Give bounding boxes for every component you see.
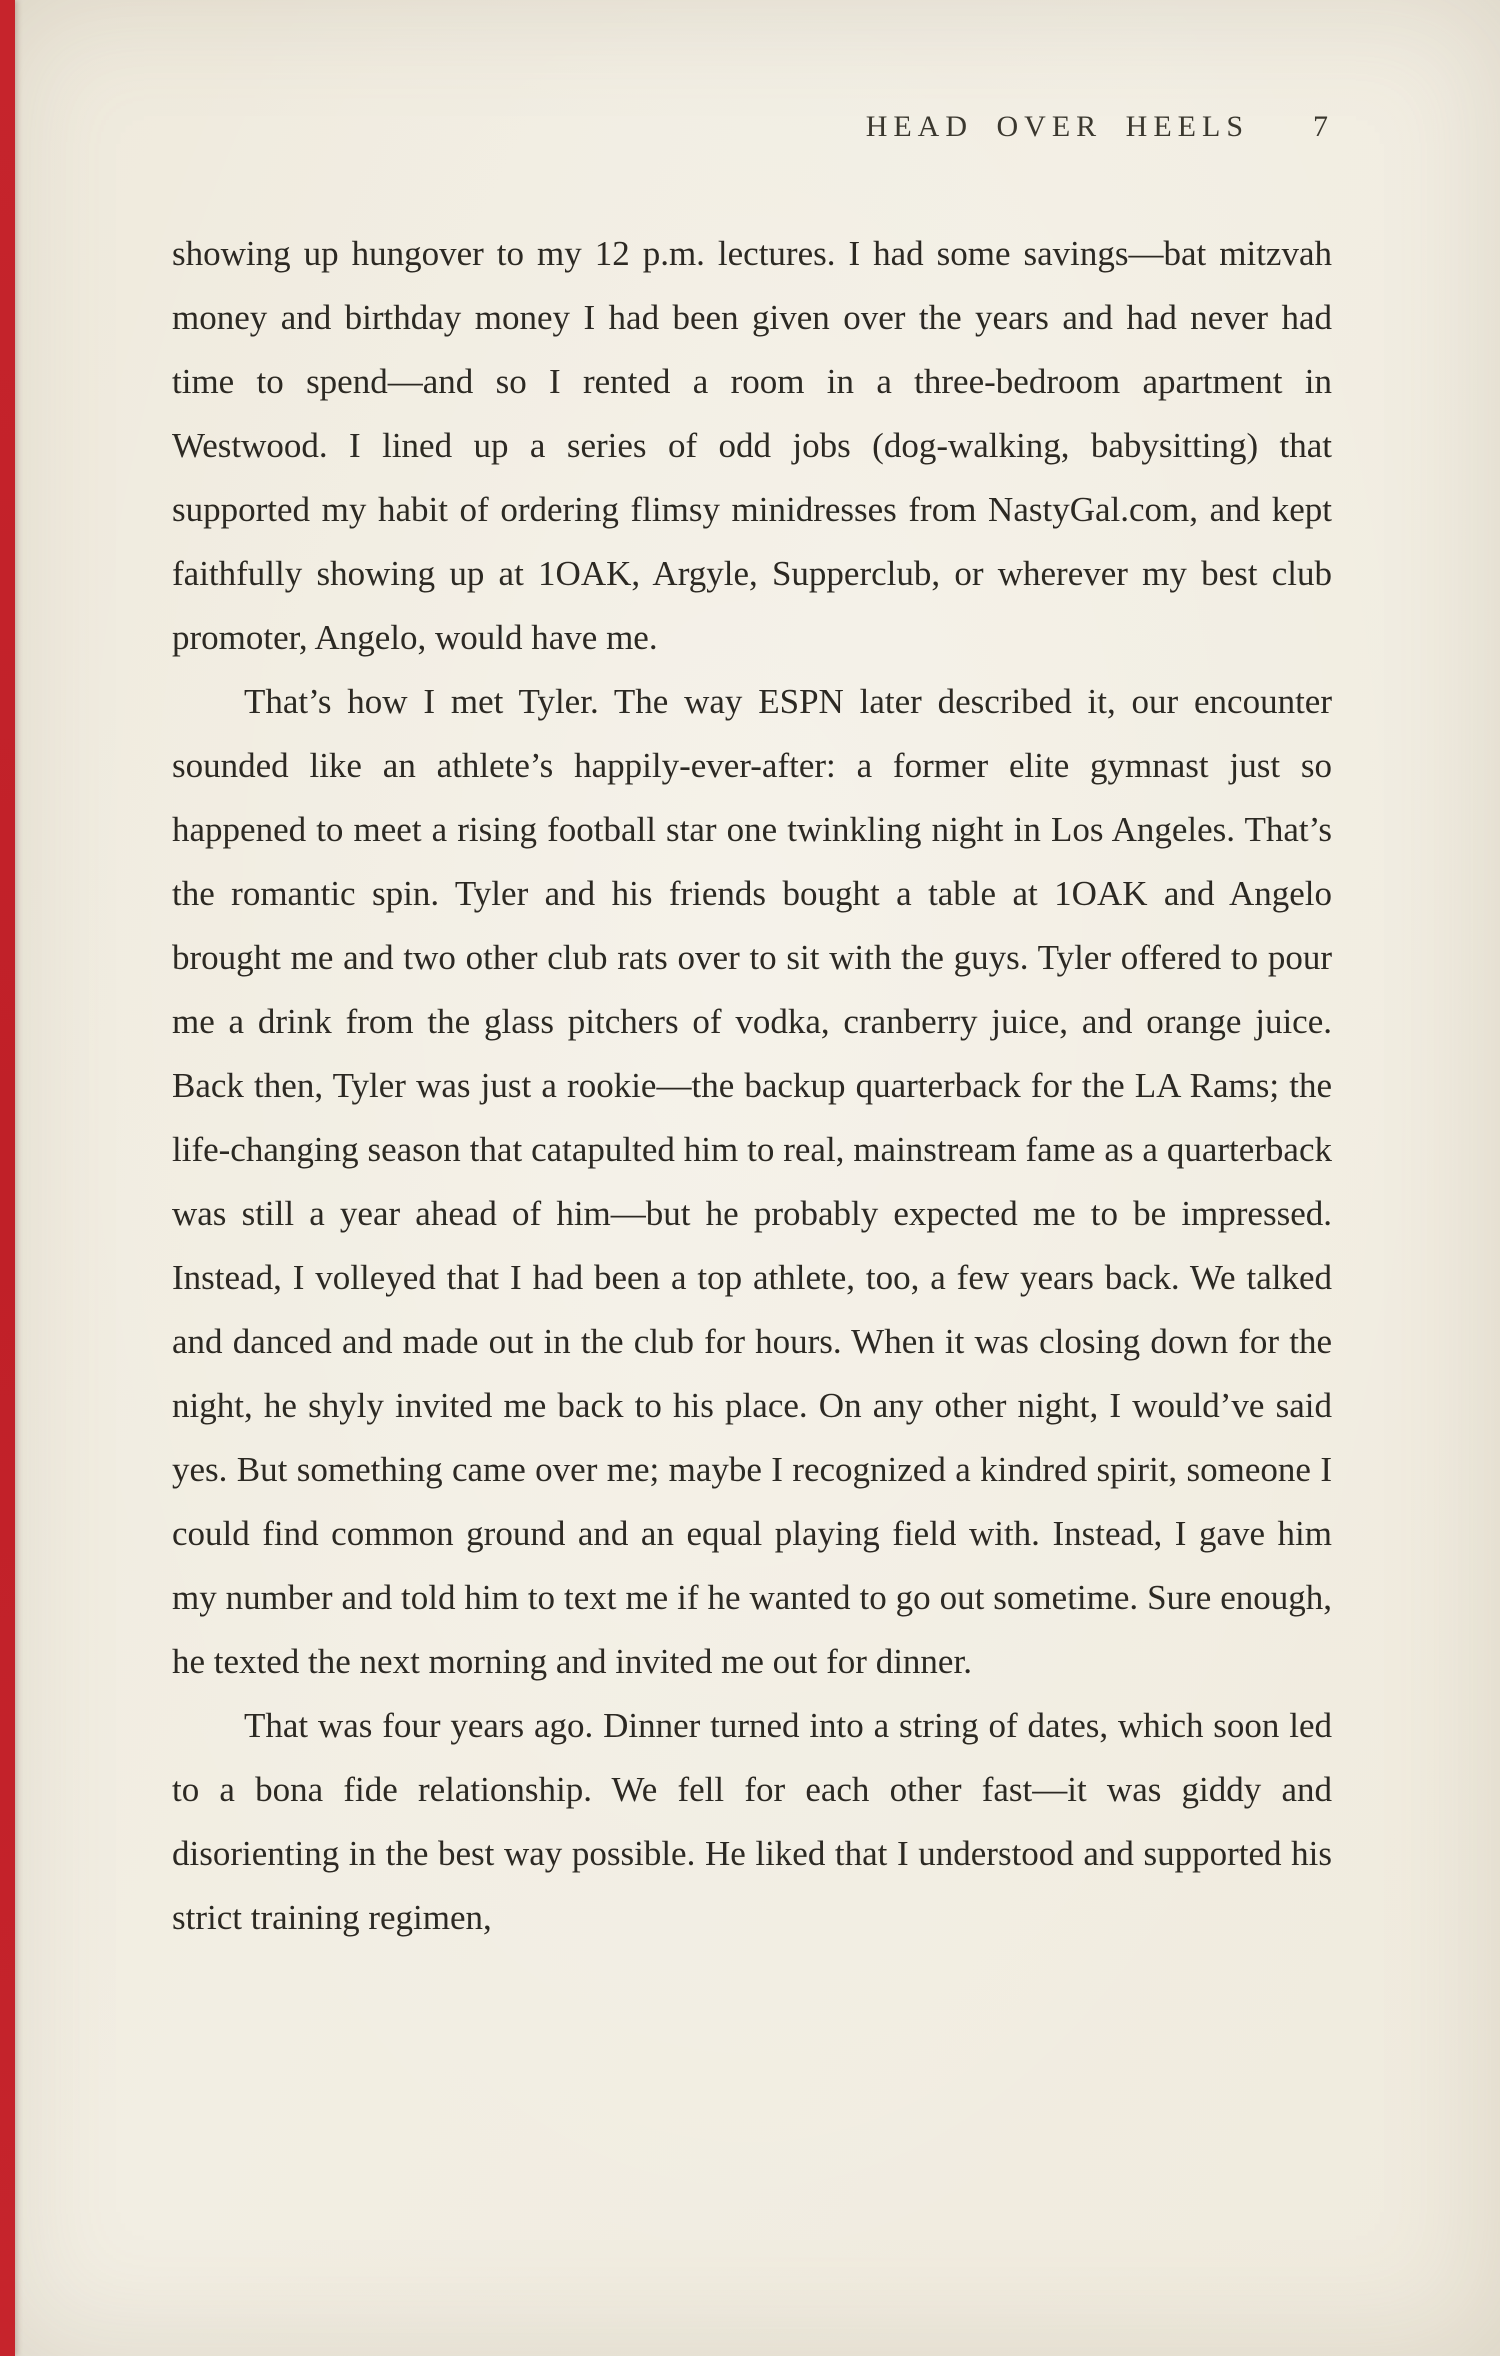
book-edge-stripe <box>0 0 15 2356</box>
paragraph: That’s how I met Tyler. The way ESPN later described it, our encounter sounded like an athlete’s happily-ever-after: a former elite gymnast just so happened to meet a rising football star one twinkling night in Los Angeles. That’s the romantic spin. Tyler and his friends bought a table at 1OAK and Angelo brought me and two other club rats over to sit with the guys. Tyler offered to pour me a drink from the glass pitchers of vodka, cranberry juice, and orange juice. Back then, Tyler was just a rookie—the backup quarterback for the LA Rams; the life-changing season that catapulted him to real, mainstream fame as a quarterback was still a year ahead of him—but he probably expected me to be impressed. Instead, I volleyed that I had been a top athlete, too, a few years back. We talked and danced and made out in the club for hours. When it was closing down for the night, he shyly invited me back to his place. On any other night, I would’ve said yes. But something came over me; maybe I recognized a kindred spirit, someone I could find common ground and an equal playing field with. Instead, I gave him my number and told him to text me if he wanted to go out sometime. Sure enough, he texted the next morning and invited me out for dinner. <box>172 682 1332 1681</box>
paragraph: showing up hungover to my 12 p.m. lectures. I had some savings—bat mitzvah money and birthday money I had been given over the years and had never had time to spend—and so I rented a room in a three-bedroom apartment in Westwood. I lined up a series of odd jobs (dog-walking, babysitting) that supported my habit of ordering flimsy minidresses from NastyGal.com, and kept faithfully showing up at 1OAK, Argyle, Supperclub, or wherever my best club promoter, Angelo, would have me. <box>172 234 1332 657</box>
paragraph: That was four years ago. Dinner turned into a string of dates, which soon led to a bona fide relationship. We fell for each other fast—it was giddy and disorienting in the best way possible. He liked that I understood and supported his strict training regimen, <box>172 1706 1332 1937</box>
running-head-title: HEAD OVER HEELS <box>865 110 1249 143</box>
page-number: 7 <box>1313 110 1328 143</box>
running-header <box>172 110 1328 144</box>
page-body <box>172 222 1332 1950</box>
